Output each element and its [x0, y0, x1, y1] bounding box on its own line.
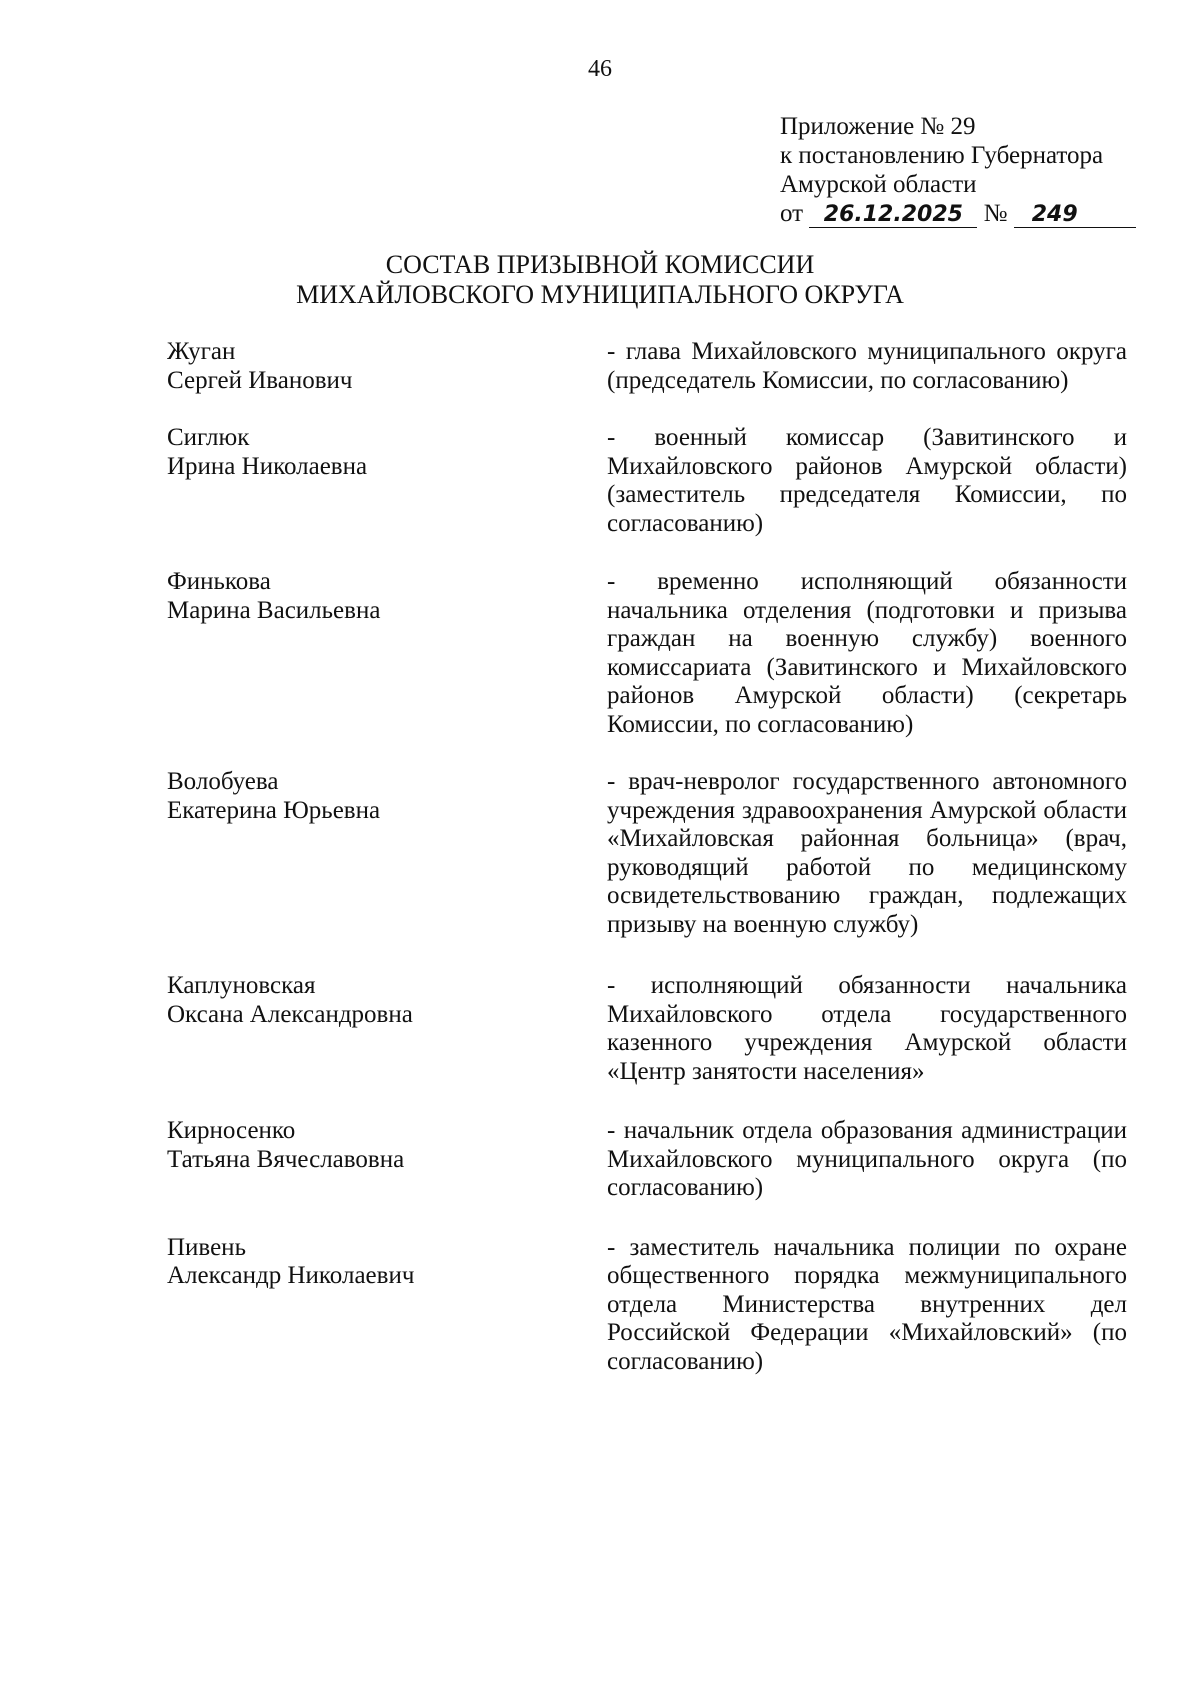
member-role: - временно исполняющий обязанности начальника отделения (подготовки и призыва граждан на военную службу) военного комиссариата (Завитинского и Михайловского районов Амурской области) (секретарь Комиссии, по согласованию)	[607, 568, 1127, 738]
member-entry	[167, 1117, 1127, 1203]
appendix-region: Амурской области	[780, 171, 977, 198]
member-entry	[167, 424, 1127, 538]
member-name	[167, 972, 607, 1086]
member-name	[167, 568, 607, 739]
member-given-name: Марина Васильевна	[167, 596, 381, 624]
member-surname: Жуган	[167, 338, 236, 365]
member-role: - глава Михайловского муниципального округа (председатель Комиссии, по согласованию)	[607, 338, 1127, 394]
member-role: - заместитель начальника полиции по охране общественного порядка межмуниципального отдела Министерства внутренних дел Российской Федерации «Михайловский» (по согласованию)	[607, 1233, 1127, 1375]
member-surname: Каплуновская	[167, 972, 316, 999]
appendix-title: Приложение № 29	[780, 113, 976, 140]
member-role: - военный комиссар (Завитинского и Михайловского районов Амурской области) (заместитель председателя Комиссии, по согласованию)	[607, 424, 1127, 537]
handwritten-date: 26.12.2025	[809, 203, 977, 228]
appendix-date-line	[780, 199, 1180, 228]
member-name	[167, 1117, 607, 1203]
member-name	[167, 424, 607, 538]
appendix-header	[780, 112, 1180, 228]
member-name	[167, 768, 607, 939]
date-prefix: от	[780, 200, 804, 227]
member-given-name: Александр Николаевич	[167, 1262, 415, 1289]
member-surname: Пивень	[167, 1233, 246, 1261]
members-list	[167, 338, 1127, 1376]
member-role: - врач-невролог государственного автономного учреждения здравоохранения Амурской области «Михайловская районная больница» (врач, руководящий работой по медицинскому освидетельствованию граждан, подлежащих призыву на военную службу)	[607, 768, 1127, 938]
member-entry	[167, 1234, 1127, 1377]
member-given-name: Ирина Николаевна	[167, 452, 368, 480]
member-entry	[167, 768, 1127, 939]
member-entry	[167, 972, 1127, 1086]
member-given-name: Сергей Иванович	[167, 366, 353, 394]
handwritten-number: 249	[1014, 203, 1136, 228]
member-name	[167, 1234, 607, 1377]
member-given-name: Оксана Александровна	[167, 1000, 413, 1028]
member-surname: Сиглюк	[167, 424, 250, 451]
member-given-name: Татьяна Вячеславовна	[167, 1145, 405, 1173]
member-role: - начальник отдела образования администрации Михайловского муниципального округа (по согласованию)	[607, 1117, 1127, 1201]
member-surname: Кирносенко	[167, 1117, 296, 1144]
member-entry	[167, 338, 1127, 395]
member-role: - исполняющий обязанности начальника Михайловского отдела государственного казенного учреждения Амурской области «Центр занятости населения»	[607, 972, 1127, 1085]
title-line-1: СОСТАВ ПРИЗЫВНОЙ КОМИССИИ	[385, 250, 815, 279]
page-number: 46	[588, 56, 612, 82]
number-prefix: №	[983, 200, 1008, 227]
member-given-name: Екатерина Юрьевна	[167, 796, 381, 824]
appendix-reference: к постановлению Губернатора	[780, 142, 1104, 169]
document-title	[0, 250, 1200, 310]
member-surname: Волобуева	[167, 768, 279, 795]
member-surname: Финькова	[167, 568, 271, 595]
member-name	[167, 338, 607, 395]
member-entry	[167, 568, 1127, 739]
title-line-2: МИХАЙЛОВСКОГО МУНИЦИПАЛЬНОГО ОКРУГА	[296, 280, 904, 309]
